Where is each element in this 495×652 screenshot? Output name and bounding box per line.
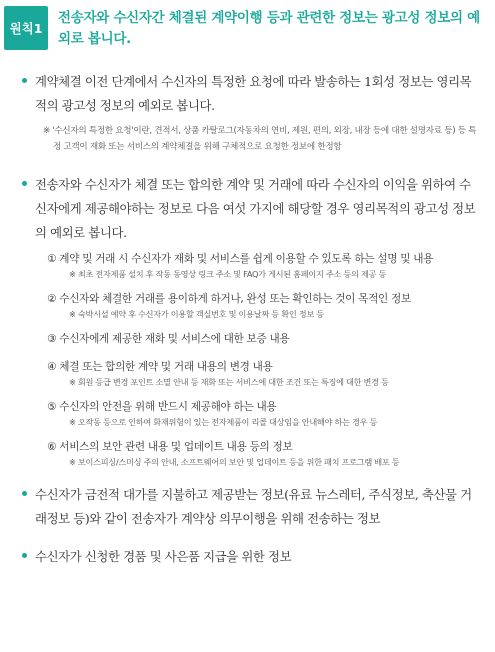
bullet-text: 수신자가 신청한 경품 및 사은품 지급을 위한 정보 [35,549,292,564]
bullet-dot-icon [22,553,27,558]
sub-item-title: ② 수신자와 체결한 거래를 용이하게 하거나, 완성 또는 확인하는 것이 목적인 정보 [47,293,411,305]
bullet-item-4 [22,545,477,569]
bullet-dot-icon [22,491,27,496]
sub-item-title: ① 계약 및 거래 시 수신자가 재화 및 서비스를 쉽게 이용할 수 있도록 하는 설명 및 내용 [47,253,434,265]
sub-item-5 [35,399,477,429]
bullet-item-1 [22,70,477,155]
sub-item-6 [35,439,477,469]
sub-item-note: ※ 오작동 등으로 인하여 화재위험이 있는 전자제품이 리콜 대상임을 안내해야 하는 경우 등 [69,417,378,427]
sub-item-title: ⑥ 서비스의 보안 관련 내용 및 업데이트 내용 등의 정보 [47,441,293,453]
sub-item-note: ※ 회원 등급 변경 포인트 소멸 안내 등 재화 또는 서비스에 대한 조건 또는 특징에 대한 변경 등 [69,377,389,387]
sub-item-4 [35,359,477,389]
sub-item-note: ※ 최초 전자제품 설치 후 작동 동영상 링크 주소 및 FAQ가 게시된 홈페이지 주소 등의 제공 등 [69,269,387,279]
sub-item-3 [35,331,477,347]
sub-item-1 [35,251,477,281]
sub-item-note: ※ 숙박시설 예약 후 수신자가 이용할 객실번호 및 이용날짜 등 확인 정보 등 [69,309,324,319]
principle-title: 전송자와 수신자간 체결된 계약이행 등과 관련한 정보는 광고성 정보의 예외로 봅니다. [58,10,480,47]
bullet-text: 계약체결 이전 단계에서 수신자의 특정한 요청에 따라 발송하는 1회성 정보는 영리목적의 광고성 정보의 예외로 봅니다. [35,74,472,113]
bullet-text: 전송자와 수신자가 체결 또는 합의한 계약 및 거래에 따라 수신자의 이익을 위하여 수신자에게 제공해야하는 정보로 다음 여섯 가지에 해당할 경우 영리목적의 광고성 정보의 예외로 봅니다. [35,177,476,240]
bullet-dot-icon [22,181,27,186]
bullet-item-3 [22,483,477,531]
bullet-item-2 [22,173,477,469]
principle-header [4,6,491,52]
sub-item-title: ⑤ 수신자의 안전을 위해 반드시 제공해야 하는 내용 [47,401,277,413]
principle-badge: 원칙1 [4,6,48,50]
bullet-dot-icon [22,78,27,83]
bullet-note: ※ '수신자의 특정한 요청'이란, 견적서, 상품 카탈로그(자동차의 연비, 제원, 편의, 외장, 내장 등에 대한 설명자료 등) 등 특정 고객이 재화 또는 서비스의 계약체결을 위해 구체적으로 요청한 정보에 한정함 [43,126,477,152]
sub-item-title: ④ 체결 또는 합의한 계약 및 거래 내용의 변경 내용 [47,361,273,373]
principle-content [22,70,477,569]
sub-item-note: ※ 보이스피싱/스미싱 주의 안내, 소프트웨어의 보안 및 업데이트 등을 위한 패치 프로그램 배포 등 [69,457,400,467]
sub-item-2 [35,291,477,321]
bullet-text: 수신자가 금전적 대가를 지불하고 제공받는 정보(유료 뉴스레터, 주식정보, 축산물 거래정보 등)와 같이 전송자가 계약상 의무이행을 위해 전송하는 정보 [35,487,472,526]
sub-item-title: ③ 수신자에게 제공한 재화 및 서비스에 대한 보증 내용 [47,333,290,345]
